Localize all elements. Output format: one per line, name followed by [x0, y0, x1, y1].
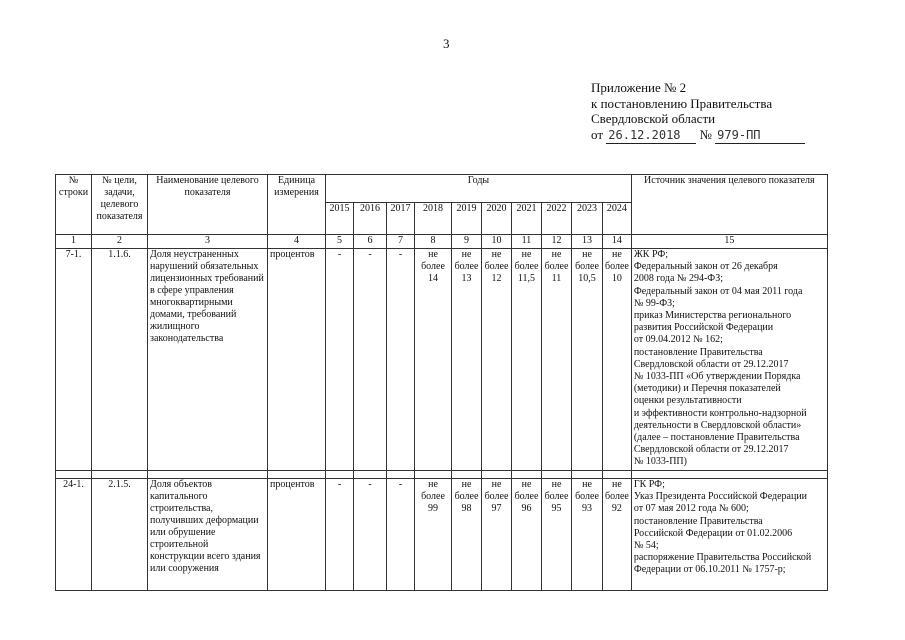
column-index: 12	[542, 235, 572, 249]
header-row-no: № строки	[56, 175, 92, 235]
year-header: 2021	[512, 203, 542, 235]
row-number: 7-1.	[56, 249, 92, 471]
year-value: не более 93	[572, 479, 603, 591]
header-unit: Единица измерения	[268, 175, 326, 235]
year-value: не более 13	[452, 249, 482, 471]
source-line: 2008 года № 294-ФЗ;	[633, 273, 723, 285]
column-index: 9	[452, 235, 482, 249]
resolution-date: 26.12.2018	[606, 128, 696, 145]
page-number: 3	[443, 36, 450, 51]
source-line: № 1033-ПП «Об утверждении Порядка	[633, 371, 801, 383]
goal-number: 2.1.5.	[92, 479, 148, 591]
source-line: Федеральный закон от 26 декабря	[633, 261, 778, 273]
source-line: ЖК РФ;	[633, 249, 669, 260]
year-value: не более 12	[482, 249, 512, 471]
column-index: 1	[56, 235, 92, 249]
resolution-number: 979-ПП	[715, 128, 805, 145]
year-header: 2016	[354, 203, 387, 235]
column-index: 10	[482, 235, 512, 249]
indicator-name: Доля неустраненных нарушений обязательных лицензионных требований в сфере управления многоквартирными домами, требований жилищного законодательства	[148, 249, 268, 471]
table-row	[56, 479, 828, 591]
year-header: 2022	[542, 203, 572, 235]
row-number: 24-1.	[56, 479, 92, 591]
year-value: -	[326, 249, 354, 471]
appendix-line-3: Свердловской области	[591, 111, 716, 126]
year-header: 2017	[387, 203, 415, 235]
year-value: не более 92	[603, 479, 632, 591]
appendix-title: Приложение № 2	[591, 80, 687, 95]
header-indicator-name: Наименование целевого показателя	[148, 175, 268, 235]
year-value: -	[387, 479, 415, 591]
year-value: не более 99	[415, 479, 452, 591]
column-index: 7	[387, 235, 415, 249]
source-line: приказ Министерства регионального	[633, 310, 792, 322]
source-line: Указ Президента Российской Федерации	[633, 491, 808, 503]
column-index: 13	[572, 235, 603, 249]
source-line: Федеральный закон от 04 мая 2011 года	[633, 285, 803, 297]
column-index: 14	[603, 235, 632, 249]
source-cell	[631, 249, 827, 471]
indicators-table	[55, 174, 828, 591]
source-line: распоряжение Правительства Российской	[633, 552, 812, 564]
year-value: не более 95	[542, 479, 572, 591]
source-line: (методики) и Перечня показателей	[633, 383, 781, 395]
year-value: -	[354, 249, 387, 471]
source-line: № 99-ФЗ;	[633, 297, 675, 309]
source-line: Свердловской области от 29.12.2017	[633, 444, 789, 456]
column-index: 8	[415, 235, 452, 249]
source-line: № 54;	[633, 540, 659, 552]
column-index: 6	[354, 235, 387, 249]
appendix-header	[591, 80, 805, 144]
row-spacer	[56, 471, 828, 479]
year-value: не более 14	[415, 249, 452, 471]
year-value: не более 10,5	[572, 249, 603, 471]
year-value: не более 98	[452, 479, 482, 591]
year-value: -	[387, 249, 415, 471]
header-source: Источник значения целевого показателя	[631, 175, 827, 235]
source-line: Свердловской области от 29.12.2017	[633, 358, 789, 370]
column-index: 11	[512, 235, 542, 249]
year-value: -	[326, 479, 354, 591]
year-value: не более 11,5	[512, 249, 542, 471]
year-header: 2024	[603, 203, 632, 235]
year-value: не более 10	[603, 249, 632, 471]
table-row	[56, 249, 828, 471]
indicator-name: Доля объектов капитального строительства, получивших деформации или обрушение строительной конструкции всего здания или сооружения	[148, 479, 268, 591]
appendix-date-line	[591, 127, 805, 145]
source-line: развития Российской Федерации	[633, 322, 774, 334]
year-header: 2020	[482, 203, 512, 235]
header-goal-no: № цели, задачи, целевого показателя	[92, 175, 148, 235]
source-line: Российской Федерации от 01.02.2006	[633, 527, 793, 539]
year-value: не более 96	[512, 479, 542, 591]
year-value: не более 97	[482, 479, 512, 591]
header-years: Годы	[326, 175, 632, 203]
appendix-line-2: к постановлению Правительства	[591, 95, 773, 111]
source-line: (далее – постановление Правительства	[633, 432, 800, 444]
column-index: 2	[92, 235, 148, 249]
source-line: Федерации от 06.10.2011 № 1757-р;	[633, 564, 786, 576]
column-index: 4	[268, 235, 326, 249]
date-prefix: от	[591, 126, 604, 142]
year-value: -	[354, 479, 387, 591]
unit: процентов	[268, 249, 326, 471]
year-header: 2018	[415, 203, 452, 235]
year-header: 2023	[572, 203, 603, 235]
source-line: деятельности в Свердловской области»	[633, 419, 802, 431]
column-index: 3	[148, 235, 268, 249]
year-header: 2019	[452, 203, 482, 235]
number-prefix: №	[699, 126, 712, 142]
source-line: ГК РФ;	[633, 479, 665, 490]
goal-number: 1.1.6.	[92, 249, 148, 471]
source-line: от 07 мая 2012 года № 600;	[633, 503, 749, 515]
source-line: от 09.04.2012 № 162;	[633, 334, 723, 346]
source-line: постановление Правительства	[633, 515, 763, 527]
source-cell	[631, 479, 827, 591]
column-index: 15	[631, 235, 827, 249]
source-line: постановление Правительства	[633, 346, 763, 358]
source-line: оценки результативности	[633, 395, 742, 407]
column-index: 5	[326, 235, 354, 249]
source-line: № 1033-ПП)	[633, 456, 687, 468]
unit: процентов	[268, 479, 326, 591]
source-line: и эффективности контрольно-надзорной	[633, 407, 807, 419]
year-value: не более 11	[542, 249, 572, 471]
year-header: 2015	[326, 203, 354, 235]
